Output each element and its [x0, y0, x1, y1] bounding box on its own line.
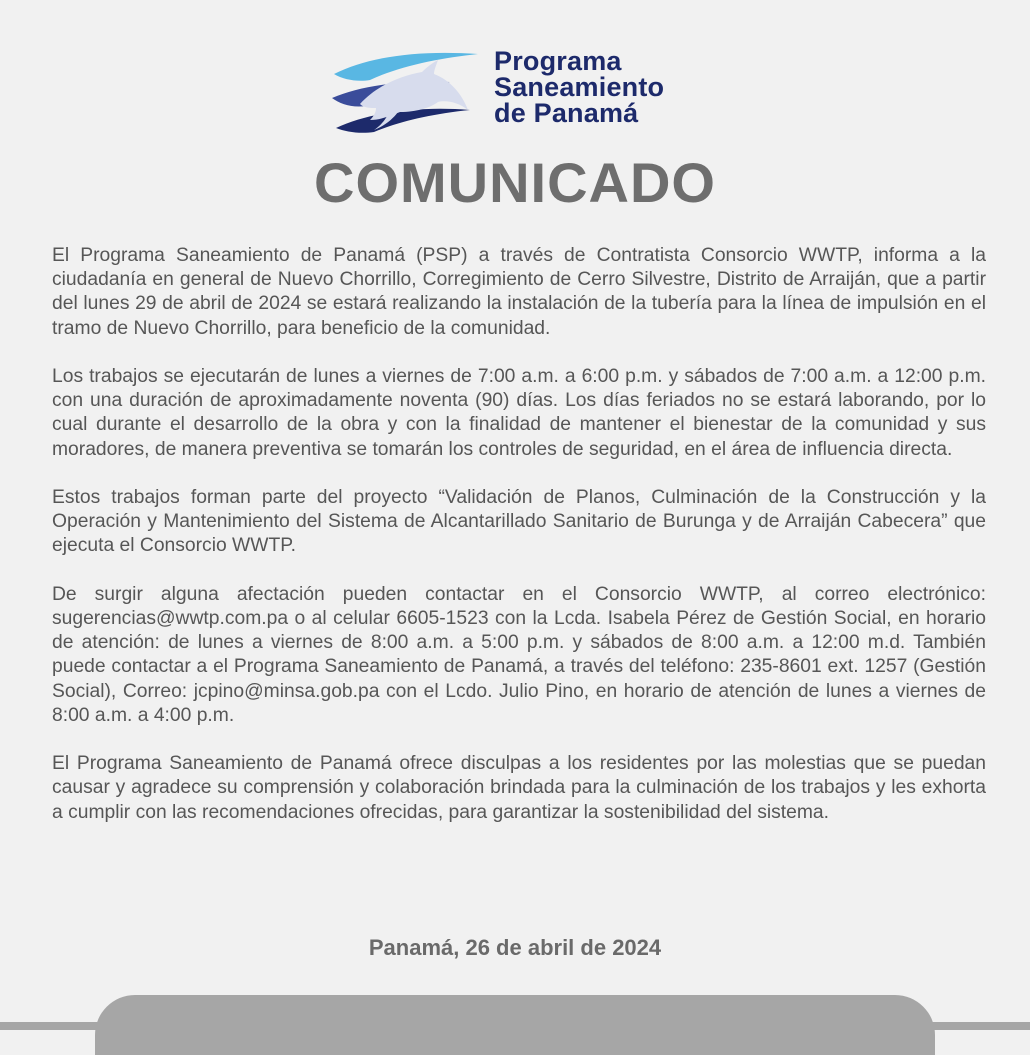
paragraph-4: De surgir alguna afectación pueden contactar en el Consorcio WWTP, al correo electrónico: sugerencias@wwtp.com.pa o al celular 6605-1523 con la Lcda. Isabela Pérez de Gestión Social, en horario de atención: de lunes a viernes de 8:00 a.m. a 5:00 p.m. y sábados de 8:00 a.m. a 12:00 m.d. También puede contactar a el Programa Saneamiento de Panamá, a través del teléfono: 235-8601 ext. 1257 (Gestión Social), Correo: jcpino@minsa.gob.pa con el Lcdo. Julio Pino, en horario de atención de lunes a viernes de 8:00 a.m. a 4:00 p.m.	[52, 583, 986, 726]
dolphin-wave-logo-icon	[330, 46, 480, 136]
paragraph-2: Los trabajos se ejecutarán de lunes a viernes de 7:00 a.m. a 6:00 p.m. y sábados de 7:00 a.m. a 12:00 p.m. con una duración de aproximadamente noventa (90) días. Los días feriados no se estará laborando, por lo cual durante el desarrollo de la obra y con la finalidad de mantener el bienestar de la comunidad y sus moradores, de manera preventiva se tomarán los controles de seguridad, en el área de influencia directa.	[52, 366, 986, 460]
communique-body	[52, 244, 986, 849]
logo-line-1: Programa	[494, 46, 622, 76]
logo-line-2: Saneamiento	[494, 72, 665, 102]
page-title: COMUNICADO	[314, 151, 716, 214]
logo	[330, 46, 710, 136]
footer-band	[0, 1022, 1030, 1030]
logo-line-3: de Panamá	[494, 98, 639, 128]
date-line: Panamá, 26 de abril de 2024	[368, 935, 662, 960]
paragraph-3: Estos trabajos forman parte del proyecto “Validación de Planos, Culminación de la Construcción y la Operación y Mantenimiento del Sistema de Alcantarillado Sanitario de Burunga y de Arraiján Cabecera” que ejecuta el Consorcio WWTP.	[52, 487, 986, 557]
paragraph-1: El Programa Saneamiento de Panamá (PSP) a través de Contratista Consorcio WWTP, informa a la ciudadanía en general de Nuevo Chorrillo, Corregimiento de Cerro Silvestre, Distrito de Arraiján, que a partir del lunes 29 de abril de 2024 se estará realizando la instalación de la tubería para la línea de impulsión en el tramo de Nuevo Chorrillo, para beneficio de la comunidad.	[52, 245, 986, 339]
logo-wordmark	[494, 48, 664, 126]
paragraph-5: El Programa Saneamiento de Panamá ofrece disculpas a los residentes por las molestias que se puedan causar y agradece su comprensión y colaboración brindada para la culminación de los trabajos y les exhorta a cumplir con las recomendaciones ofrecidas, para garantizar la sostenibilidad del sistema.	[52, 753, 986, 823]
